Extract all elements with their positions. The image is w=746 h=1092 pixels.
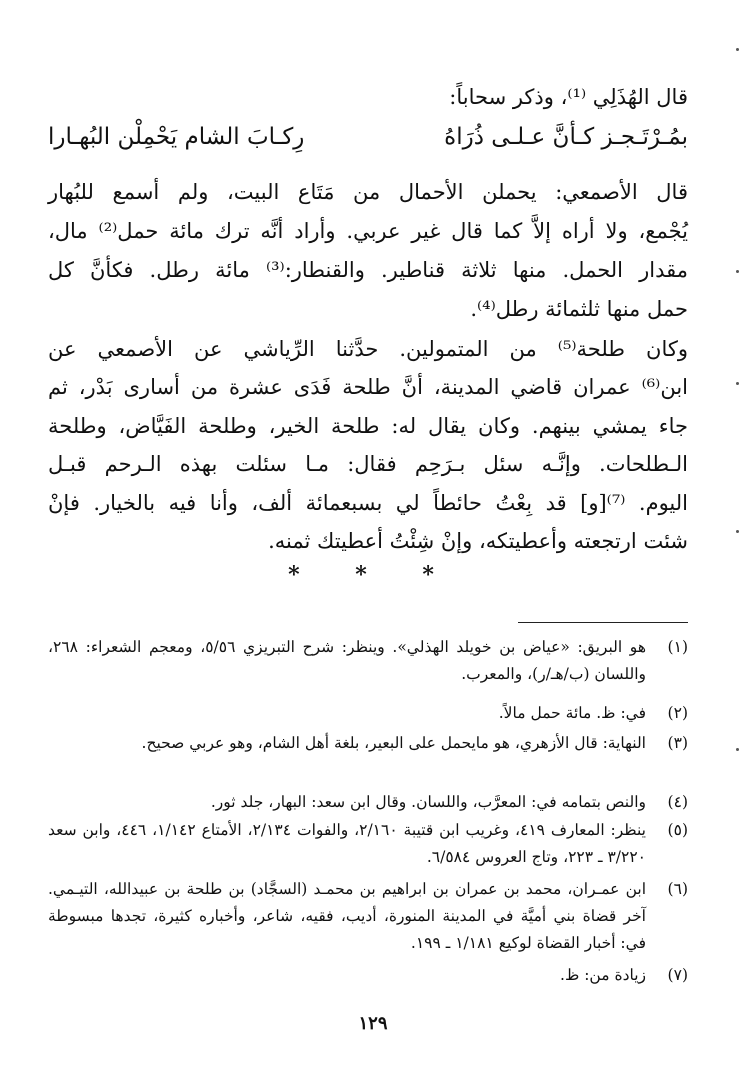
paragraph-line: حمل منها ثلثمائة رطل⁽⁴⁾. — [470, 297, 688, 321]
footnote-3 — [48, 730, 688, 757]
footnote-number: (٤) — [667, 793, 688, 811]
footnote-number: (٢) — [667, 704, 688, 722]
scan-speck — [736, 48, 739, 51]
page-number: ١٢٩ — [358, 1013, 388, 1034]
paragraph-line: يُجْمع، ولا أراه إلاَّ كما قال غير عربي. وأراد أنَّه ترك مائة حمل⁽²⁾ مال، — [48, 219, 688, 243]
footnote-number: (٧) — [667, 966, 688, 984]
section-separator-stars: * * * — [288, 562, 458, 588]
intro-line: قال الهُذَلِي ⁽¹⁾، وذكر سحاباً: — [449, 85, 688, 109]
footnote-2 — [48, 700, 688, 727]
footnote-text: النهاية: قال الأزهري، هو مايحمل على البعير، بلغة أهل الشام، وهو عربي صحيح. — [141, 734, 646, 752]
paragraph-line: قال الأصمعي: يحملن الأحمال من مَتَاع البيت، ولم أسمع للبُهار — [48, 180, 688, 204]
paragraph-line: مقدار الحمل. منها ثلاثة قناطير. والقنطار:⁽³⁾ مائة رطل. فكأنَّ كل — [48, 258, 688, 282]
paragraph-line: وكان طلحة⁽⁵⁾ من المتمولين. حدَّثنا الرِّياشي عن الأصمعي عن — [48, 337, 688, 361]
paragraph-line: جاء يمشي بينهم. وكان يقال له: طلحة الخير، وطلحة الفَيَّاض، وطلحة — [48, 414, 688, 438]
footnote-4 — [48, 789, 688, 816]
footnote-divider — [518, 622, 688, 623]
footnote-text: في: ظ. مائة حمل مالاً. — [498, 704, 646, 722]
footnote-text: ابن عمـران، محمد بن عمران بن ابراهيم بن محمـد (السجَّاد) بن طلحة بن عبيدالله، التيـمي. آخر قضاة بني أميَّة في المدينة المنورة، أديب، فقيه، شاعر، وأخباره كثيرة، تجدها مبسوطة في: أخبار القضاة لوكيع ١/١٨١ ـ ١٩٩. — [48, 880, 646, 952]
scan-speck — [736, 748, 739, 751]
paragraph-line: اليوم. ⁽⁷⁾[و] قد بِعْتُ حائطاً لي بسبعمائة ألف، وأنا فيه بالخيار. فإنْ — [48, 491, 688, 515]
scan-speck — [736, 270, 739, 273]
paragraph-line: شئت ارتجعته وأعطيتكه، وإنْ شِئْتُ أعطيتك ثمنه. — [268, 529, 688, 553]
scan-speck — [736, 530, 739, 533]
footnote-7 — [48, 962, 688, 989]
footnote-text: والنص بتمامه في: المعرَّب، واللسان. وقال ابن سعد: البهار، جلد ثور. — [210, 793, 646, 811]
footnote-number: (٦) — [667, 880, 688, 898]
footnote-text: زيادة من: ظ. — [560, 966, 646, 984]
footnote-number: (١) — [667, 638, 688, 656]
footnote-text: هو البريق: «عياض بن خويلد الهذلي». وينظر: شرح التبريزي ٥/٥٦، ومعجم الشعراء: ٢٦٨، واللسان (ب/هـ/ر)، والمعرب. — [48, 638, 646, 683]
poem-hemistich-first: بمُـرْتَـجـز كـأنَّ عـلـى ذُرَاهُ — [444, 124, 688, 150]
scan-speck — [736, 382, 739, 385]
poem-verse — [48, 118, 688, 158]
footnote-6 — [48, 876, 688, 957]
footnote-1 — [48, 634, 688, 688]
footnote-5 — [48, 817, 688, 871]
footnote-text: ينظر: المعارف ٤١٩، وغريب ابن قتيبة ٢/١٦٠، والفوات ٢/١٣٤، الأمتاع ١/١٤٢، ٤٤٦، وابن سعد ٣/٢٢٠ ـ ٢٢٣، وتاج العروس ٦/٥٨٤. — [48, 821, 646, 866]
poem-hemistich-second: رِكـابَ الشام يَحْمِلْن البُهـارا — [48, 124, 305, 150]
paragraph-line: الـطلحات. وإنَّـه سئل بـرَحِم فقال: مـا سئلت بهذه الـرحم قبـل — [48, 452, 688, 476]
footnote-number: (٥) — [667, 821, 688, 839]
footnote-number: (٣) — [667, 734, 688, 752]
paragraph-line: ابن⁽⁶⁾ عمران قاضي المدينة، أنَّ طلحة فَدَى عشرة من أسارى بَدْر، ثم — [48, 375, 688, 399]
